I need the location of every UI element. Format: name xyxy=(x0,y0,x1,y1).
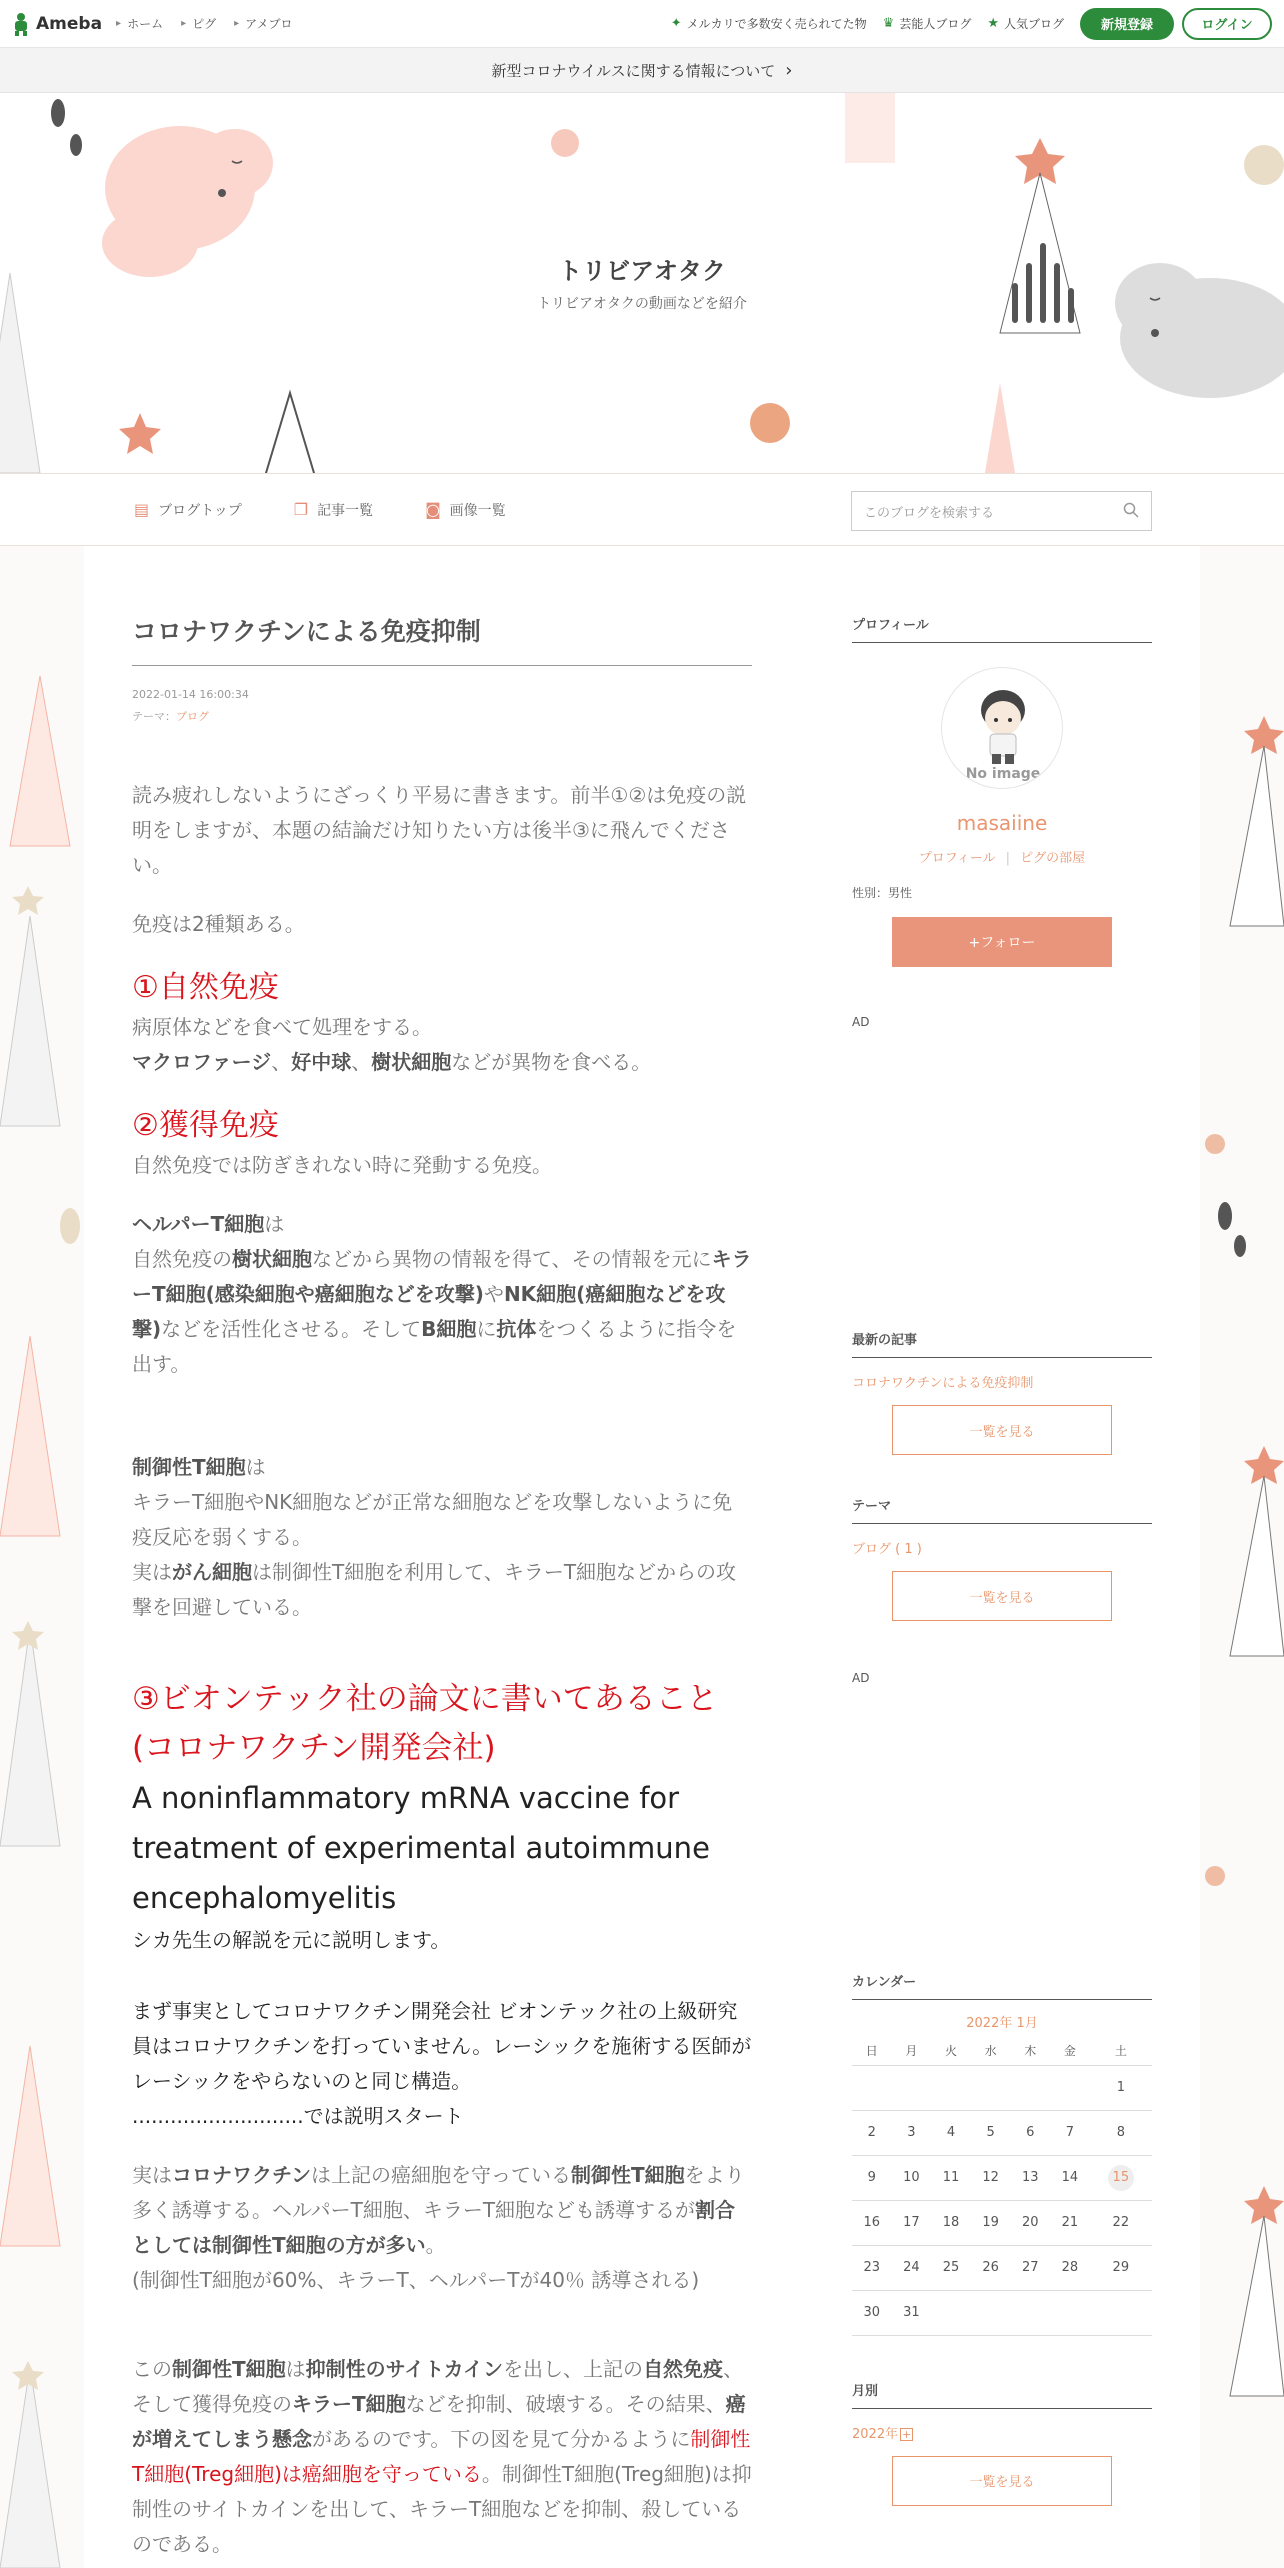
calendar-day[interactable]: 13 xyxy=(1010,2155,1050,2200)
text-span: は上記の癌細胞を守っている xyxy=(311,2162,571,2187)
search-placeholder: このブログを検索する xyxy=(864,505,995,521)
article-meta xyxy=(132,684,752,728)
calendar-day[interactable]: 5 xyxy=(971,2110,1011,2155)
nav-pigg-label: ピグ xyxy=(192,17,217,31)
paragraph xyxy=(132,1207,752,1242)
ameba-logo[interactable] xyxy=(12,12,102,36)
star-icon: ★ xyxy=(987,16,999,31)
sidebar xyxy=(852,546,1152,2506)
nav-ameblo[interactable] xyxy=(234,15,292,32)
divider: | xyxy=(1005,851,1011,866)
paragraph: シカ先生の解説を元に説明します。 xyxy=(132,1927,451,1952)
theme-more-button[interactable]: 一覧を見る xyxy=(892,1571,1112,1621)
paragraph xyxy=(132,2352,752,2562)
login-button[interactable]: ログイン xyxy=(1182,8,1272,40)
calendar-day xyxy=(931,2065,971,2110)
calendar-day[interactable]: 11 xyxy=(931,2155,971,2200)
nav-blog-top-label: ブログトップ xyxy=(158,502,242,519)
pig-room-link[interactable]: ピグの部屋 xyxy=(1020,851,1086,866)
text-span: などが異物を食べる。 xyxy=(451,1049,652,1074)
calendar-day[interactable]: 20 xyxy=(1010,2200,1050,2245)
search-icon[interactable] xyxy=(1123,502,1139,518)
nav-article-list-label: 記事一覧 xyxy=(317,502,374,519)
calendar-day xyxy=(971,2065,1011,2110)
paragraph xyxy=(132,1555,752,1625)
calendar-day[interactable]: 18 xyxy=(931,2200,971,2245)
paper-title: A noninflammatory mRNA vaccine for treatment of experimental autoimmune encephalomyelitis xyxy=(132,1780,710,1915)
covid-info-text: 新型コロナウイルスに関する情報について xyxy=(491,61,776,80)
ad-label: AD xyxy=(852,1015,870,1029)
bold-term: B細胞 xyxy=(421,1316,477,1341)
calendar-day xyxy=(1050,2065,1090,2110)
text-span: この xyxy=(132,2356,172,2381)
nav-article-list[interactable] xyxy=(294,500,373,520)
bold-term: ヘルパーT細胞 xyxy=(132,1211,265,1236)
text-span: などを抑制、破壊する。その結果、 xyxy=(405,2391,726,2416)
bold-term: 抗体 xyxy=(496,1316,537,1341)
chevron-right-icon: › xyxy=(785,59,793,81)
calendar-day[interactable]: 7 xyxy=(1050,2110,1090,2155)
text-span: 。制御性T細胞(Treg細胞)は抑制性のサイトカインを出して、キラーT細胞などを抑制、殺しているのである。 xyxy=(132,2461,752,2556)
calendar-day xyxy=(931,2290,971,2335)
calendar-day xyxy=(1010,2065,1050,2110)
calendar-weekday: 日 xyxy=(852,2037,892,2065)
calendar-weekday: 水 xyxy=(971,2037,1011,2065)
calendar-day[interactable]: 6 xyxy=(1010,2110,1050,2155)
bold-term: コロナワクチン xyxy=(172,2162,311,2187)
paragraph xyxy=(132,2158,752,2263)
section-heading: ③ビオンテック社の論文に書いてあること(コロナワクチン開発会社) xyxy=(132,1680,718,1766)
nav-image-list-label: 画像一覧 xyxy=(449,502,506,519)
document-icon: ▤ xyxy=(134,500,150,519)
paragraph: (制御性T細胞が60%、キラーT、ヘルパーTが40％ 誘導される) xyxy=(132,2267,700,2292)
text-span: があるのです。下の図を見て分かるように xyxy=(312,2426,691,2451)
recent-posts-heading: 最新の記事 xyxy=(852,1329,1152,1358)
bold-term: 抑制性のサイトカイン xyxy=(305,2356,504,2381)
camera-icon: ◙ xyxy=(425,500,441,519)
calendar-day[interactable]: 25 xyxy=(931,2245,971,2290)
theme-label: テーマ： xyxy=(132,709,176,723)
monthly-heading: 月別 xyxy=(852,2380,1152,2409)
calendar-day[interactable]: 27 xyxy=(1010,2245,1050,2290)
profile-link[interactable]: プロフィール xyxy=(918,851,996,866)
theme-link[interactable]: ブログ ( 1 ) xyxy=(852,1542,922,1557)
text-span: 、 xyxy=(271,1049,292,1074)
sparkle-icon: ✦ xyxy=(670,16,682,31)
calendar-day[interactable]: 19 xyxy=(971,2200,1011,2245)
calendar-day xyxy=(1050,2290,1090,2335)
calendar-day[interactable]: 17 xyxy=(892,2200,932,2245)
bold-term: がん細胞 xyxy=(172,1559,252,1584)
text-span: などから異物の情報を得て、その情報を元に xyxy=(312,1246,712,1271)
text-span: 自然免疫の xyxy=(132,1246,232,1271)
global-header xyxy=(0,0,1284,48)
calendar-day[interactable]: 28 xyxy=(1050,2245,1090,2290)
text-span: をより多く誘導する。ヘルパーT細胞、キラーT細胞なども誘導するが xyxy=(132,2162,745,2222)
calendar-week xyxy=(852,2290,1152,2335)
nav-home[interactable] xyxy=(116,15,163,32)
covid-info-banner[interactable] xyxy=(0,48,1284,93)
calendar-day[interactable]: 26 xyxy=(971,2245,1011,2290)
calendar-week xyxy=(852,2065,1152,2110)
text-span: 、 xyxy=(351,1049,372,1074)
nav-blog-top[interactable] xyxy=(134,500,242,520)
text-span: 実は xyxy=(132,1559,172,1584)
article-body xyxy=(132,778,752,2562)
calendar-day[interactable]: 16 xyxy=(852,2200,892,2245)
chevron-right-icon: ▸ xyxy=(181,18,187,29)
bold-term: 制御性T細胞 xyxy=(132,1454,246,1479)
calendar-day xyxy=(1090,2290,1152,2335)
blog-header xyxy=(0,93,1284,473)
calendar-weekday-row xyxy=(852,2037,1152,2065)
calendar-day[interactable]: 21 xyxy=(1050,2200,1090,2245)
calendar-day[interactable]: 1 xyxy=(1090,2065,1152,2110)
calendar-week xyxy=(852,2200,1152,2245)
expand-icon[interactable]: + xyxy=(901,2427,912,2441)
calendar-day xyxy=(852,2065,892,2110)
recent-more-button[interactable]: 一覧を見る xyxy=(892,1405,1112,1455)
register-button[interactable]: 新規登録 xyxy=(1080,8,1174,40)
calendar-day[interactable]: 22 xyxy=(1090,2200,1152,2245)
main-content xyxy=(84,546,1200,2568)
text-span: を出し、上記の xyxy=(503,2356,644,2381)
paragraph: 免疫は2種類ある。 xyxy=(132,911,305,936)
ad-label: AD xyxy=(852,1671,870,1685)
blog-search-input[interactable] xyxy=(851,491,1152,531)
nav-pigg[interactable] xyxy=(181,15,216,32)
bold-term: 割合としては制御性T細胞の方が多い xyxy=(132,2197,736,2257)
calendar-week xyxy=(852,2155,1152,2200)
article-theme xyxy=(132,706,752,728)
bold-term: 制御性T細胞 xyxy=(172,2356,286,2381)
article-date: 2022-01-14 16:00:34 xyxy=(132,687,249,701)
promo-celebrity-label: 芸能人ブログ xyxy=(899,17,972,31)
bold-term: キラーT細胞 xyxy=(292,2391,406,2416)
avatar[interactable] xyxy=(941,667,1063,789)
bold-term: 制御性T細胞 xyxy=(571,2162,685,2187)
calendar-day[interactable] xyxy=(1090,2155,1152,2200)
article-title[interactable]: コロナワクチンによる免疫抑制 xyxy=(132,616,752,666)
paragraph: キラーT細胞やNK細胞などが正常な細胞などを攻撃しないように免疫反応を弱くする。 xyxy=(132,1489,733,1549)
theme-heading: テーマ xyxy=(852,1495,1152,1524)
theme-link[interactable]: ブログ xyxy=(176,709,209,723)
blog-title[interactable]: トリビアオタク xyxy=(558,257,726,285)
bold-term: 自然免疫 xyxy=(643,2356,724,2381)
crown-icon: ♛ xyxy=(882,16,895,31)
calendar-day[interactable]: 9 xyxy=(852,2155,892,2200)
text-span: は xyxy=(264,1211,285,1236)
calendar-week xyxy=(852,2110,1152,2155)
bold-term: 癌が増えてしまう懸念 xyxy=(132,2391,746,2451)
calendar-weekday: 金 xyxy=(1050,2037,1090,2065)
calendar-day[interactable]: 31 xyxy=(892,2290,932,2335)
chevron-right-icon: ▸ xyxy=(116,18,122,29)
calendar-weekday: 木 xyxy=(1010,2037,1050,2065)
calendar-month: 2022年 1月 xyxy=(966,2016,1038,2031)
bold-term: 好中球 xyxy=(291,1049,352,1074)
monthly-link-label: 2022年 xyxy=(852,2426,899,2442)
paragraph xyxy=(132,1450,752,1485)
text-span: をつくるように指令を出す。 xyxy=(132,1316,737,1376)
calendar xyxy=(852,2037,1152,2336)
promo-popular-label: 人気ブログ xyxy=(1003,17,1064,31)
bold-term: マクロファージ xyxy=(132,1049,272,1074)
calendar-day[interactable]: 29 xyxy=(1090,2245,1152,2290)
profile-heading: プロフィール xyxy=(852,614,1152,643)
text-span: や xyxy=(483,1281,504,1306)
calendar-day[interactable]: 8 xyxy=(1090,2110,1152,2155)
calendar-day[interactable]: 14 xyxy=(1050,2155,1090,2200)
blog-description: トリビアオタクの動画などを紹介 xyxy=(537,296,747,312)
bold-term: 樹状細胞 xyxy=(232,1246,312,1271)
text-span: 、そして獲得免疫の xyxy=(132,2356,744,2416)
nav-home-label: ホーム xyxy=(127,17,164,31)
article xyxy=(132,546,752,2568)
promo-mercari[interactable] xyxy=(671,15,867,32)
text-span: は制御性T細胞を利用して、キラーT細胞などからの攻撃を回避している。 xyxy=(132,1559,737,1619)
calendar-weekday: 月 xyxy=(892,2037,932,2065)
section-heading: ①自然免疫 xyxy=(132,969,279,1005)
ameba-logo-icon xyxy=(12,12,30,36)
calendar-day[interactable]: 23 xyxy=(852,2245,892,2290)
recent-post-link[interactable]: コロナワクチンによる免疫抑制 xyxy=(852,1376,1034,1391)
paragraph: まず事実としてコロナワクチン開発会社 ビオンテック社の上級研究員はコロナワクチンを打っていません。レーシックを施術する医師がレーシックをやらないのと同じ構造。 xyxy=(132,1998,752,2093)
profile-gender: 性別：男性 xyxy=(852,886,913,900)
section-heading: ②獲得免疫 xyxy=(132,1107,279,1143)
promo-mercari-label: メルカリで多数安く売られてた物 xyxy=(686,17,867,31)
nav-image-list[interactable] xyxy=(425,500,506,520)
calendar-day[interactable]: 2 xyxy=(852,2110,892,2155)
calendar-day[interactable]: 3 xyxy=(892,2110,932,2155)
highlight-text: 制御性T細胞(Treg細胞)は癌細胞を守っている xyxy=(132,2426,751,2486)
paragraph xyxy=(132,1045,752,1080)
paragraph: 読み疲れしないようにざっくり平易に書きます。前半①②は免疫の説明をしますが、本題の結論だけ知りたい方は後半③に飛んでください。 xyxy=(132,782,747,877)
promo-popular-blog[interactable] xyxy=(987,15,1064,32)
bold-term: 樹状細胞 xyxy=(371,1049,452,1074)
calendar-weekday: 土 xyxy=(1090,2037,1152,2065)
calendar-heading: カレンダー xyxy=(852,1971,1152,2000)
calendar-day[interactable]: 4 xyxy=(931,2110,971,2155)
calendar-day xyxy=(1010,2290,1050,2335)
chevron-right-icon: ▸ xyxy=(234,18,240,29)
bold-term: キラーT細胞(感染細胞や癌細胞などを攻撃) xyxy=(132,1246,752,1306)
text-span: 。 xyxy=(425,2232,446,2257)
calendar-weekday: 火 xyxy=(931,2037,971,2065)
text-span: 実は xyxy=(132,2162,172,2187)
calendar-day xyxy=(971,2290,1011,2335)
profile-links xyxy=(852,847,1152,866)
calendar-day[interactable]: 24 xyxy=(892,2245,932,2290)
monthly-more-button[interactable]: 一覧を見る xyxy=(892,2456,1112,2506)
paragraph: ...........................では説明スタート xyxy=(132,2103,464,2128)
paragraph: 病原体などを食べて処理をする。 xyxy=(132,1014,432,1039)
profile-name[interactable]: masaiine xyxy=(956,811,1048,835)
calendar-week xyxy=(852,2245,1152,2290)
text-span: は xyxy=(285,2356,306,2381)
calendar-day xyxy=(892,2065,932,2110)
calendar-today[interactable]: 15 xyxy=(1108,2165,1134,2191)
promo-celebrity-blog[interactable] xyxy=(883,15,972,32)
no-image-label: No image xyxy=(965,766,1041,782)
text-span: などを活性化させる。そして xyxy=(161,1316,422,1341)
calendar-day[interactable]: 12 xyxy=(971,2155,1011,2200)
nav-ameblo-label: アメブロ xyxy=(245,17,293,31)
follow-button[interactable]: +フォロー xyxy=(892,917,1112,967)
logo-text: Ameba xyxy=(36,13,103,34)
paragraph xyxy=(132,1242,752,1382)
calendar-day[interactable]: 10 xyxy=(892,2155,932,2200)
bold-term: NK細胞(癌細胞などを攻撃) xyxy=(132,1281,726,1341)
monthly-link[interactable] xyxy=(852,2423,1152,2442)
blog-navigation xyxy=(0,473,1284,546)
copy-icon: ❐ xyxy=(293,500,309,519)
text-span: に xyxy=(476,1316,497,1341)
calendar-day[interactable]: 30 xyxy=(852,2290,892,2335)
paragraph: 自然免疫では防ぎきれない時に発動する免疫。 xyxy=(132,1152,552,1177)
text-span: は xyxy=(245,1454,266,1479)
